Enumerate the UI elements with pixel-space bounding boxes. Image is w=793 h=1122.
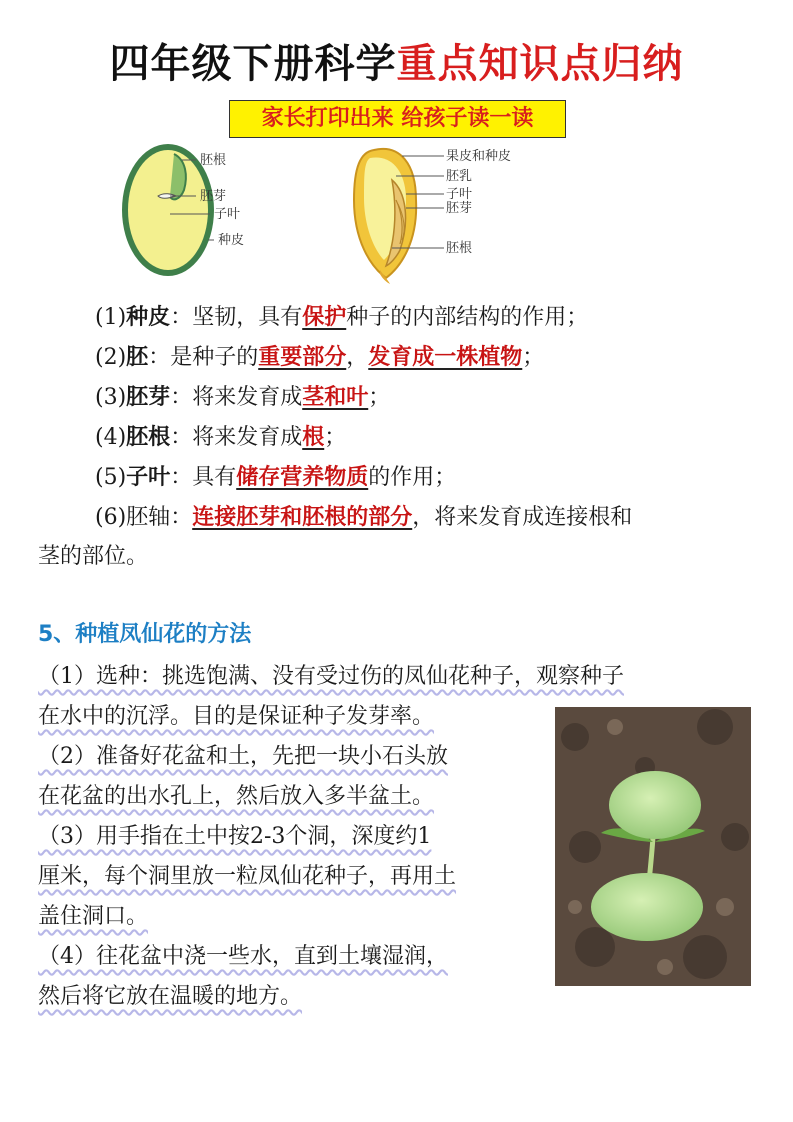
item-term: 胚轴 [126, 505, 171, 530]
item-text-mid: ， [346, 345, 369, 370]
step-line-2: 在水中的沉浮。目的是保证种子发芽率。 [38, 704, 435, 729]
item-4 [95, 422, 346, 453]
item-sep: ： [170, 505, 193, 530]
item-text: 将来发育成 [192, 385, 303, 410]
item-text: 具有 [192, 465, 237, 490]
bean-seed-diagram [110, 140, 270, 280]
item-key: 储存营养物质 [236, 464, 369, 490]
item-sep: ： [170, 425, 193, 450]
corn-label-cotyledon: 子叶 [446, 187, 473, 202]
item-num: (5) [95, 465, 127, 490]
item-key: 茎和叶 [302, 384, 369, 410]
item-key: 保护 [302, 304, 347, 330]
item-sep: ： [170, 305, 193, 330]
item-text: 将来发育成 [192, 425, 303, 450]
step-line-8: （4）往花盆中浇一些水，直到土壤湿润， [38, 944, 448, 969]
item-1 [95, 302, 588, 333]
item-num: (6) [95, 505, 127, 530]
title-part-2: 重点知识点归纳 [396, 41, 684, 87]
item-sep: ： [148, 345, 171, 370]
item-key: 连接胚芽和胚根的部分 [192, 504, 413, 530]
corn-label-plumule: 胚芽 [446, 201, 473, 216]
page-title [0, 38, 793, 90]
step-line-6: 厘米，每个洞里放一粒凤仙花种子，再用土 [38, 864, 457, 889]
item-5 [95, 462, 456, 493]
item-term: 子叶 [126, 464, 171, 490]
step-line-9: 然后将它放在温暖的地方。 [38, 984, 303, 1009]
corn-seed-diagram [340, 140, 560, 285]
step-line-4: 在花盆的出水孔上，然后放入多半盆土。 [38, 784, 435, 809]
item-6 [95, 502, 632, 533]
section-heading: 5、种植凤仙花的方法 [38, 622, 252, 647]
item-2 [95, 342, 544, 373]
bean-label-seed-coat: 种皮 [218, 233, 245, 248]
item-num: (1) [95, 305, 127, 330]
item-sep: ： [170, 465, 193, 490]
item-text-post: ，将来发育成连接根和 [412, 505, 633, 530]
item-text-post: ； [368, 385, 391, 410]
step-line-1: （1）选种：挑选饱满、没有受过伤的凤仙花种子，观察种子 [38, 664, 624, 689]
step-line-3: （2）准备好花盆和土，先把一块小石头放 [38, 744, 448, 769]
item-term: 种皮 [126, 304, 171, 330]
item-text-post: ； [324, 425, 347, 450]
seedling-photo [555, 707, 751, 986]
bean-label-cotyledon: 子叶 [214, 207, 241, 222]
title-part-1: 四年级下册科学 [109, 41, 397, 87]
step-line-7: 盖住洞口。 [38, 904, 149, 929]
item-num: (3) [95, 385, 127, 410]
step-line-5: （3）用手指在土中按2-3个洞，深度约1 [38, 824, 432, 849]
corn-label-pericarp: 果皮和种皮 [446, 149, 512, 164]
print-banner: 家长打印出来 给孩子读一读 [229, 100, 566, 138]
item-term: 胚 [126, 344, 149, 370]
item-3 [95, 382, 390, 413]
item-text-post: 的作用； [368, 465, 457, 490]
item-term: 胚芽 [126, 384, 171, 410]
item-6-continuation: 茎的部位。 [38, 544, 149, 569]
item-text: 是种子的 [170, 345, 259, 370]
item-num: (4) [95, 425, 127, 450]
item-text: 坚韧，具有 [192, 305, 303, 330]
item-term: 胚根 [126, 424, 171, 450]
item-sep: ： [170, 385, 193, 410]
item-key: 重要部分 [258, 344, 347, 370]
item-num: (2) [95, 345, 127, 370]
item-key: 根 [302, 424, 325, 450]
corn-label-radicle: 胚根 [446, 241, 473, 256]
item-text-post: 种子的内部结构的作用； [346, 305, 589, 330]
item-key-2: 发育成一株植物 [368, 344, 523, 370]
item-text-post: ； [522, 345, 545, 370]
bean-label-plumule: 胚芽 [200, 189, 227, 204]
corn-label-endosperm: 胚乳 [446, 169, 473, 184]
bean-label-radicle: 胚根 [200, 153, 227, 168]
